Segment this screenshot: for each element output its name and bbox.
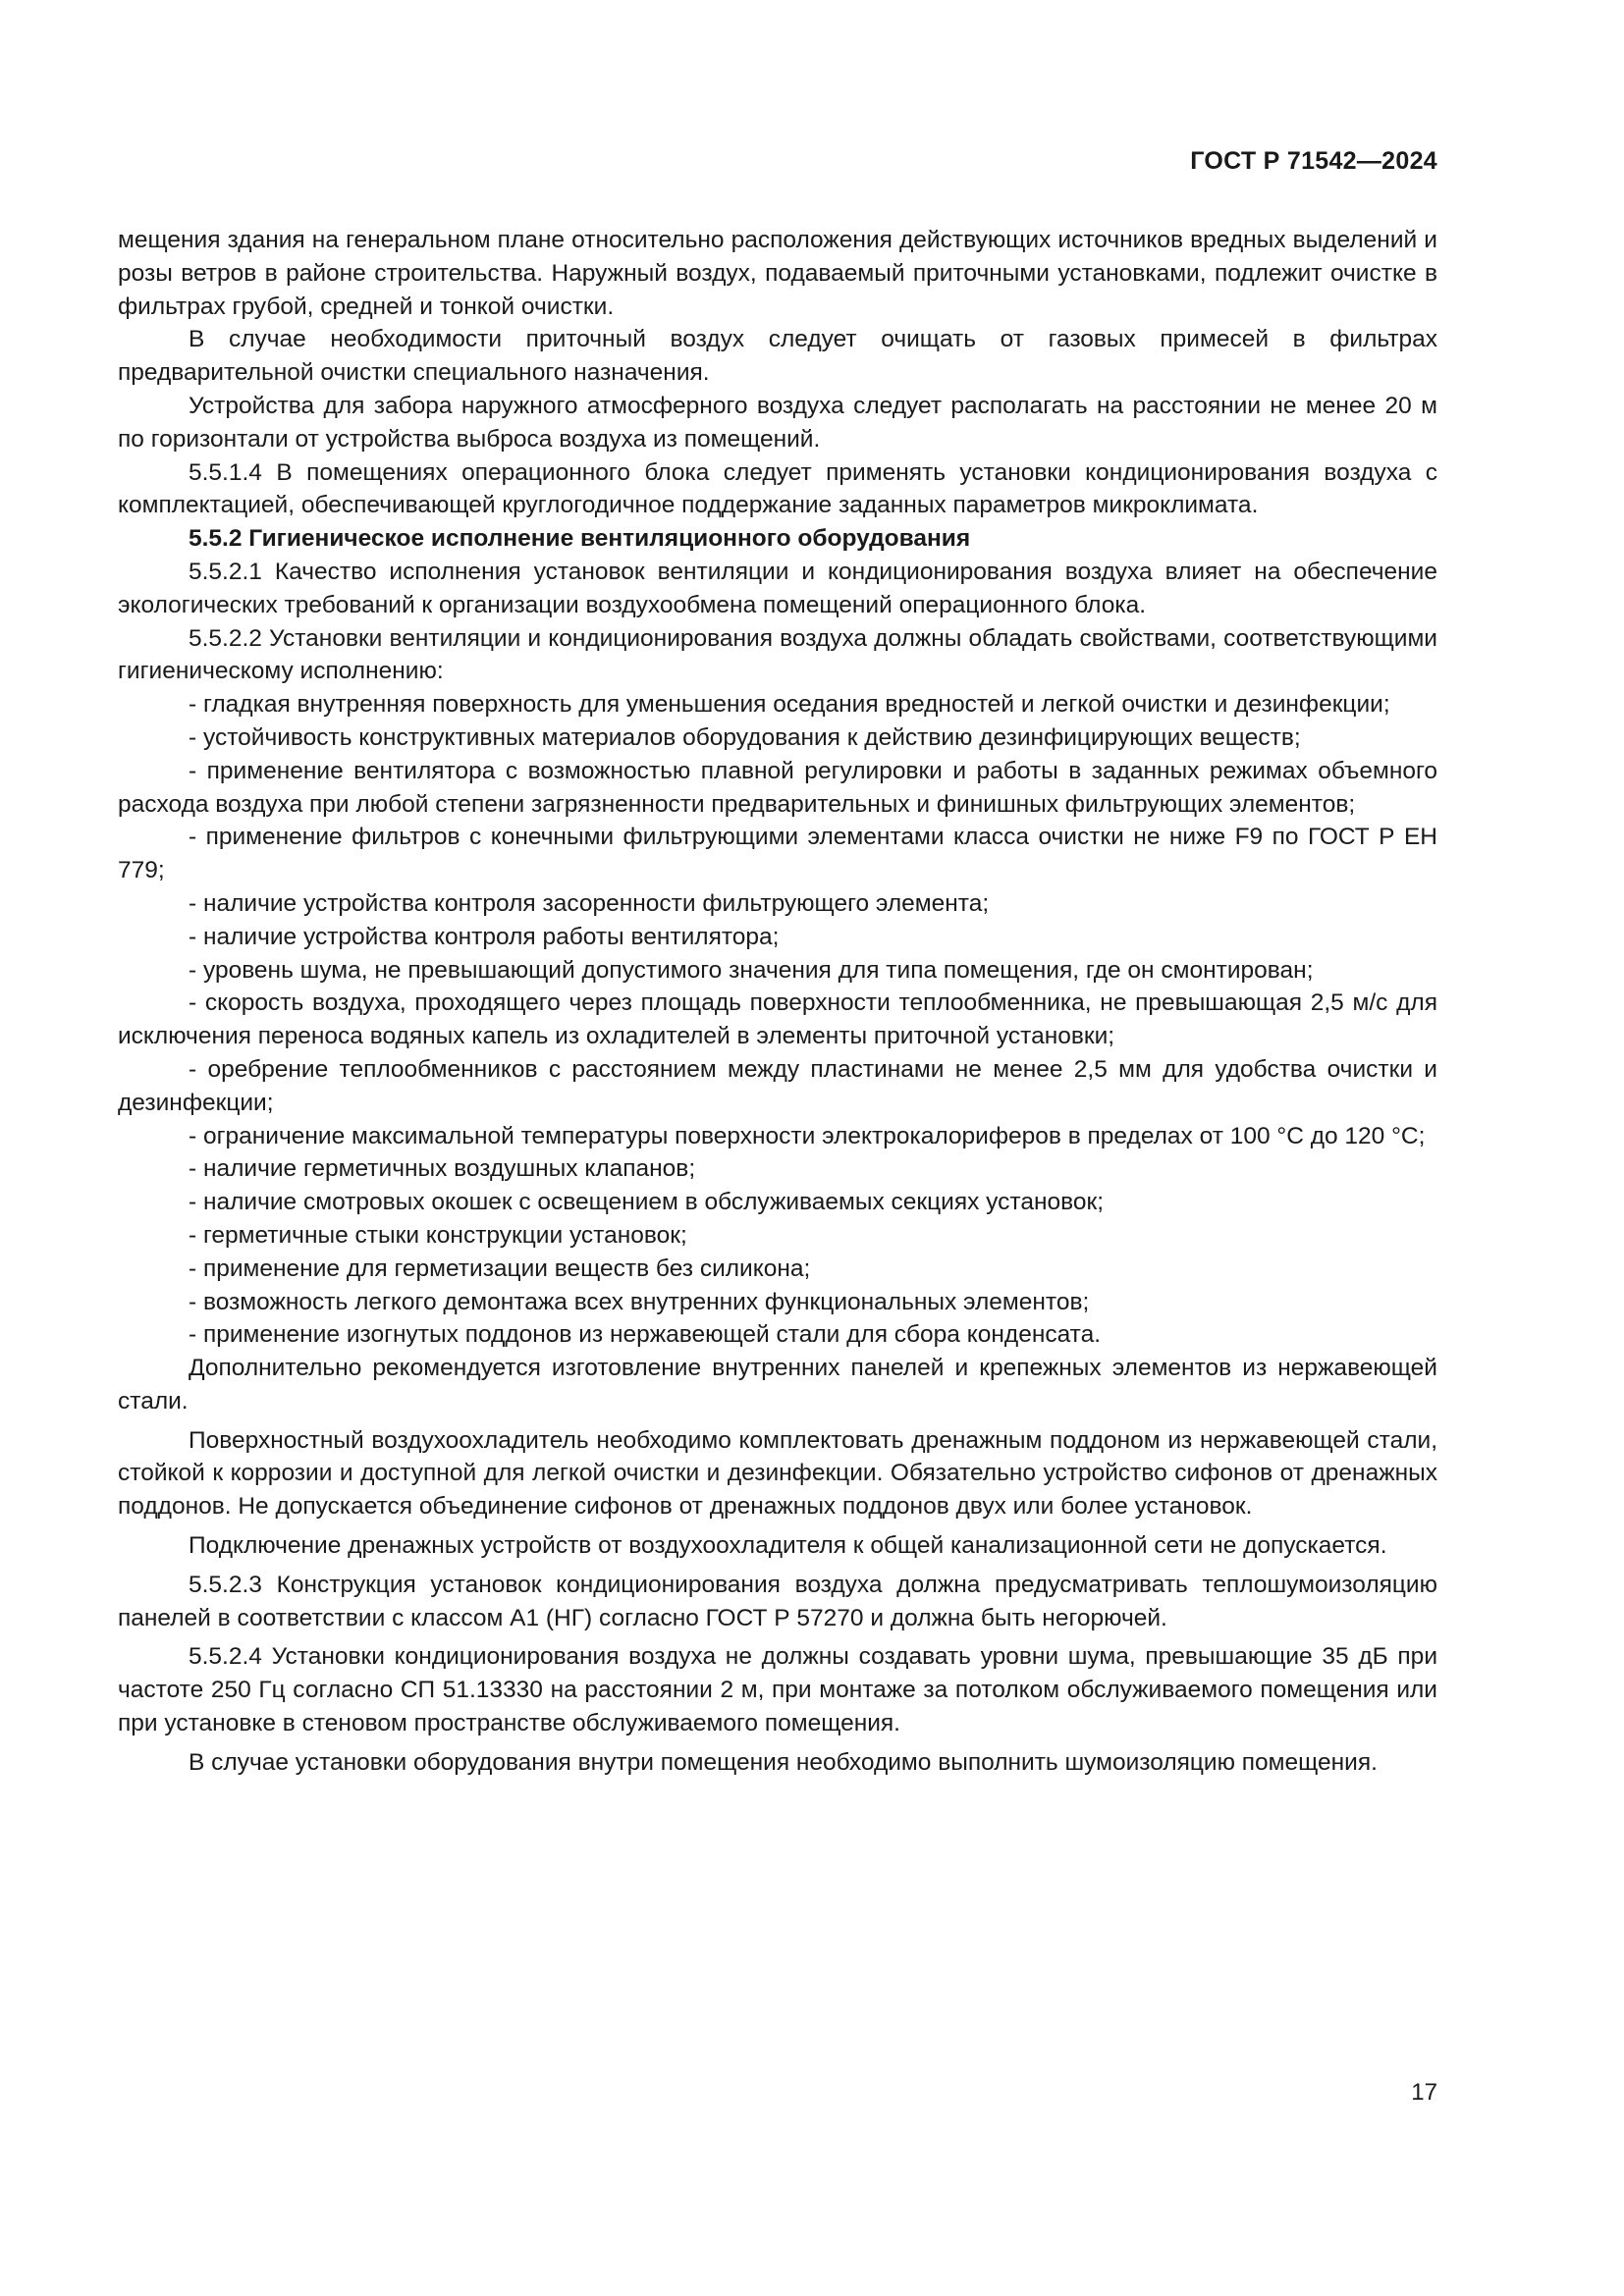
document-body	[118, 224, 1437, 1780]
list-item: - уровень шума, не превышающий допустимого значения для типа помещения, где он смонтирован;	[189, 956, 1314, 984]
page-number: 17	[1411, 2079, 1437, 2106]
clause-5-5-2-1: 5.5.2.1 Качество исполнения установок вентиляции и кондиционирования воздуха влияет на обеспечение экологических требований к организации воздухообмена помещений операционного блока.	[118, 558, 1437, 618]
list-item: - скорость воздуха, проходящего через площадь поверхности теплообменника, не превышающая 2,5 м/с для исключения переноса водяных капель из охладителей в элементы приточной установки;	[118, 989, 1437, 1050]
list-item: - применение для герметизации веществ без силикона;	[189, 1255, 811, 1282]
list-item: - применение вентилятора с возможностью плавной регулировки и работы в заданных режимах объемного расхода воздуха при любой степени загрязненности предварительных и финишных фильтрующих элементов;	[118, 757, 1437, 818]
clause-5-5-2-4: 5.5.2.4 Установки кондиционирования воздуха не должны создавать уровни шума, превышающие 35 дБ при частоте 250 Гц согласно СП 51.13330 на расстоянии 2 м, при монтаже за потолком обслуживаемого помещения или при установке в стеновом пространстве обслуживаемого помещения.	[118, 1643, 1437, 1737]
list-item: - наличие устройства контроля засоренности фильтрующего элемента;	[189, 889, 990, 917]
clause-5-5-2-2: 5.5.2.2 Установки вентиляции и кондиционирования воздуха должны обладать свойствами, соответствующими гигиеническому исполнению:	[118, 624, 1437, 685]
list-item: - герметичные стыки конструкции установок;	[189, 1221, 687, 1249]
list-item: - наличие смотровых окошек с освещением в обслуживаемых секциях установок;	[189, 1189, 1105, 1216]
clause-5-5-2-3: 5.5.2.3 Конструкция установок кондиционирования воздуха должна предусматривать теплошумоизоляцию панелей в соответствии с классом А1 (НГ) согласно ГОСТ Р 57270 и должна быть негорючей.	[118, 1571, 1437, 1631]
list-item: - оребрение теплообменников с расстоянием между пластинами не менее 2,5 мм для удобства очистки и дезинфекции;	[118, 1055, 1437, 1116]
list-item: - применение изогнутых поддонов из нержавеющей стали для сбора конденсата.	[189, 1321, 1102, 1349]
paragraph: Поверхностный воздухоохладитель необходимо комплектовать дренажным поддоном из нержавеющей стали, стойкой к коррозии и доступной для легкой очистки и дезинфекции. Обязательно устройство сифонов от дренажных поддонов. Не допускается объединение сифонов от дренажных поддонов двух или более установок.	[118, 1426, 1437, 1521]
list-item: - наличие герметичных воздушных клапанов;	[189, 1155, 696, 1183]
list-item: - устойчивость конструктивных материалов оборудования к действию дезинфицирующих веществ;	[189, 723, 1301, 751]
paragraph: В случае необходимости приточный воздух следует очищать от газовых примесей в фильтрах предварительной очистки специального назначения.	[118, 326, 1437, 387]
paragraph: Устройства для забора наружного атмосферного воздуха следует располагать на расстоянии не менее 20 м по горизонтали от устройства выброса воздуха из помещений.	[118, 392, 1437, 453]
list-item: - наличие устройства контроля работы вентилятора;	[189, 923, 780, 950]
list-item: - применение фильтров с конечными фильтрующими элементами класса очистки не ниже F9 по ГОСТ Р ЕН 779;	[118, 824, 1437, 884]
paragraph: Дополнительно рекомендуется изготовление внутренних панелей и крепежных элементов из нержавеющей стали.	[118, 1355, 1437, 1415]
paragraph: Подключение дренажных устройств от воздухоохладителя к общей канализационной сети не допускается.	[189, 1532, 1387, 1560]
standard-code-header: ГОСТ Р 71542—2024	[1190, 147, 1437, 175]
paragraph: В случае установки оборудования внутри помещения необходимо выполнить шумоизоляцию помещения.	[189, 1748, 1378, 1776]
list-item: - ограничение максимальной температуры поверхности электрокалориферов в пределах от 100 °С до 120 °С;	[189, 1122, 1426, 1149]
list-item: - гладкая внутренняя поверхность для уменьшения оседания вредностей и легкой очистки и дезинфекции;	[189, 691, 1390, 719]
list-item: - возможность легкого демонтажа всех внутренних функциональных элементов;	[189, 1288, 1090, 1315]
section-heading-5-5-2: 5.5.2 Гигиеническое исполнение вентиляционного оборудования	[189, 525, 971, 553]
clause-5-5-1-4: 5.5.1.4 В помещениях операционного блока следует применять установки кондиционирования воздуха с комплектацией, обеспечивающей круглогодичное поддержание заданных параметров микроклимата.	[118, 458, 1437, 519]
paragraph-continuation: мещения здания на генеральном плане относительно расположения действующих источников вредных выделений и розы ветров в районе строительства. Наружный воздух, подаваемый приточными установками, подлежит очистке в фильтрах грубой, средней и тонкой очистки.	[118, 227, 1437, 320]
